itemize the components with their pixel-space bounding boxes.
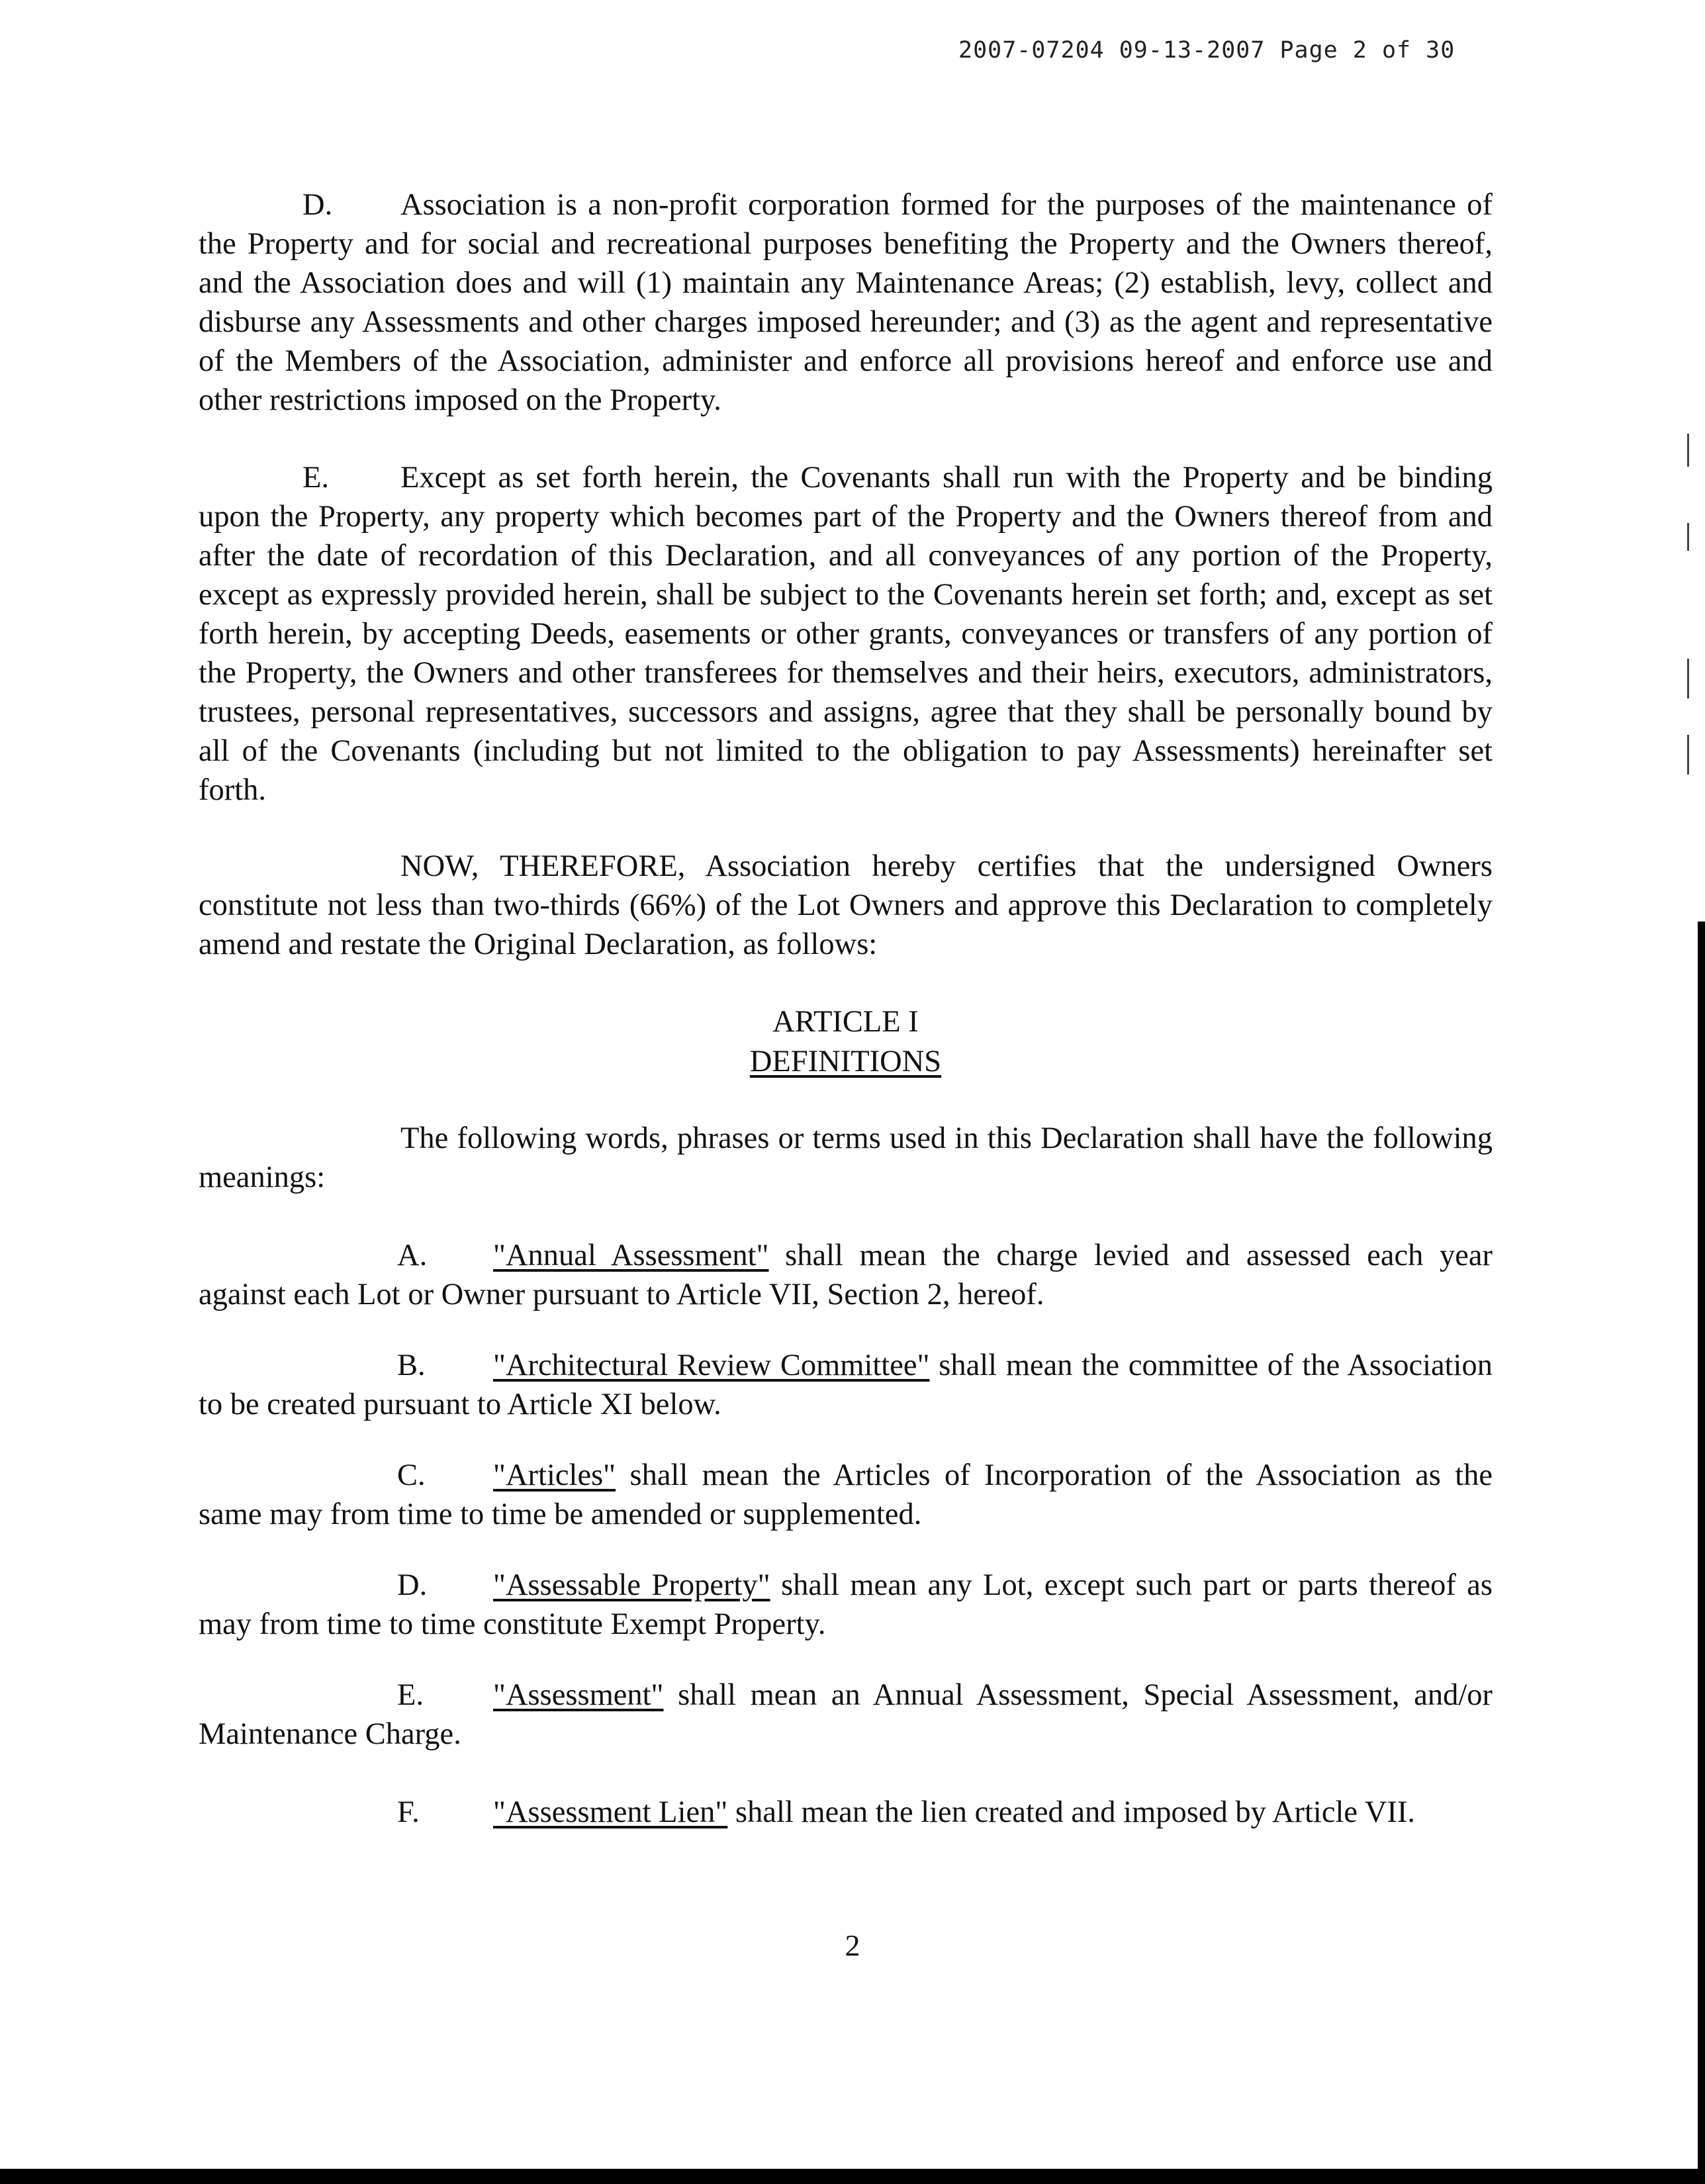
- page-number: 2: [845, 1928, 860, 1962]
- definition-letter: B.: [397, 1349, 426, 1382]
- definition-text: shall mean the charge levied and assessed each year against each Lot or Owner pursuant to Article VII, Section 2, hereof.: [199, 1239, 1493, 1311]
- definition-term: "Assessment Lien": [493, 1795, 728, 1829]
- definition-term: "Assessment": [493, 1678, 664, 1712]
- document-number: 2007-07204: [958, 37, 1105, 64]
- definition-term: "Articles": [493, 1458, 616, 1492]
- recital-letter: D.: [302, 188, 333, 222]
- definition-item: [199, 1346, 1493, 1424]
- definition-text: shall mean the lien created and imposed by Article VII.: [727, 1795, 1415, 1829]
- definition-letter: C.: [397, 1458, 426, 1492]
- recital-d: [199, 185, 1493, 420]
- recital-e: [199, 458, 1493, 810]
- definition-letter: A.: [397, 1239, 428, 1272]
- scan-edge-bottom: [0, 2169, 1705, 2184]
- recital-text: Except as set forth herein, the Covenants shall run with the Property and be binding upon the Property, any property which becomes part of the Property and the Owners thereof from and after the date of recordation of this Declaration, and all conveyances of any portion of the Property, except as expressly provided herein, shall be subject to the Covenants herein set forth; and, except as set forth herein, by accepting Deeds, easements or other grants, conveyances or transfers of any portion of the Property, the Owners and other transferees for themselves and their heirs, executors, administrators, trustees, personal representatives, successors and assigns, agree that they shall be personally bound by all of the Covenants (including but not limited to the obligation to pay Assessments) hereinafter set forth.: [199, 461, 1493, 807]
- article-heading: [199, 1002, 1493, 1082]
- definition-term: "Architectural Review Committee": [493, 1349, 930, 1382]
- recording-date: 09-13-2007: [1119, 37, 1266, 64]
- article-number: ARTICLE I: [772, 1005, 919, 1039]
- article-intro-text: The following words, phrases or terms used in this Declaration shall have the following meanings:: [199, 1121, 1493, 1194]
- definition-term: "Assessable Property": [493, 1568, 770, 1602]
- fax-header: [958, 37, 1455, 64]
- definition-letter: E.: [397, 1678, 424, 1712]
- article-title: DEFINITIONS: [749, 1045, 942, 1078]
- definition-term: "Annual Assessment": [493, 1239, 769, 1272]
- definition-text: shall mean the committee of the Association to be created pursuant to Article XI below.: [199, 1349, 1493, 1421]
- now-therefore-text: NOW, THEREFORE, Association hereby certifies that the undersigned Owners constitute not less than two-thirds (66%) of the Lot Owners and approve this Declaration to completely amend and restate the Original Declaration, as follows:: [199, 849, 1493, 961]
- recital-text: Association is a non-profit corporation formed for the purposes of the maintenance of the Property and for social and recreational purposes benefiting the Property and the Owners thereof, and the Association does and will (1) maintain any Maintenance Areas; (2) establish, levy, collect and disburse any Assessments and other charges imposed hereunder; and (3) as the agent and representative of the Members of the Association, administer and enforce all provisions hereof and enforce use and other restrictions imposed on the Property.: [199, 188, 1493, 417]
- definition-letter: D.: [397, 1568, 428, 1602]
- scan-edge-right: [1698, 922, 1705, 2184]
- definition-text: shall mean any Lot, except such part or parts thereof as may from time to time constitute Exempt Property.: [199, 1568, 1493, 1641]
- article-intro: [199, 1119, 1493, 1197]
- page-count: Page 2 of 30: [1279, 37, 1455, 64]
- definition-item: [199, 1236, 1493, 1314]
- scan-mark: [1687, 434, 1689, 467]
- now-therefore-clause: [199, 847, 1493, 964]
- definition-item: [199, 1456, 1493, 1534]
- definition-item: [199, 1793, 1493, 1832]
- scan-mark: [1687, 735, 1689, 775]
- recital-letter: E.: [302, 461, 330, 495]
- definition-text: shall mean the Articles of Incorporation of the Association as the same may from time to time be amended or supplemented.: [199, 1458, 1493, 1531]
- scan-mark: [1687, 523, 1689, 551]
- definition-item: [199, 1566, 1493, 1644]
- definition-text: shall mean an Annual Assessment, Special Assessment, and/or Maintenance Charge.: [199, 1678, 1493, 1751]
- definition-item: [199, 1676, 1493, 1754]
- scan-mark: [1687, 659, 1689, 698]
- definition-letter: F.: [397, 1795, 420, 1829]
